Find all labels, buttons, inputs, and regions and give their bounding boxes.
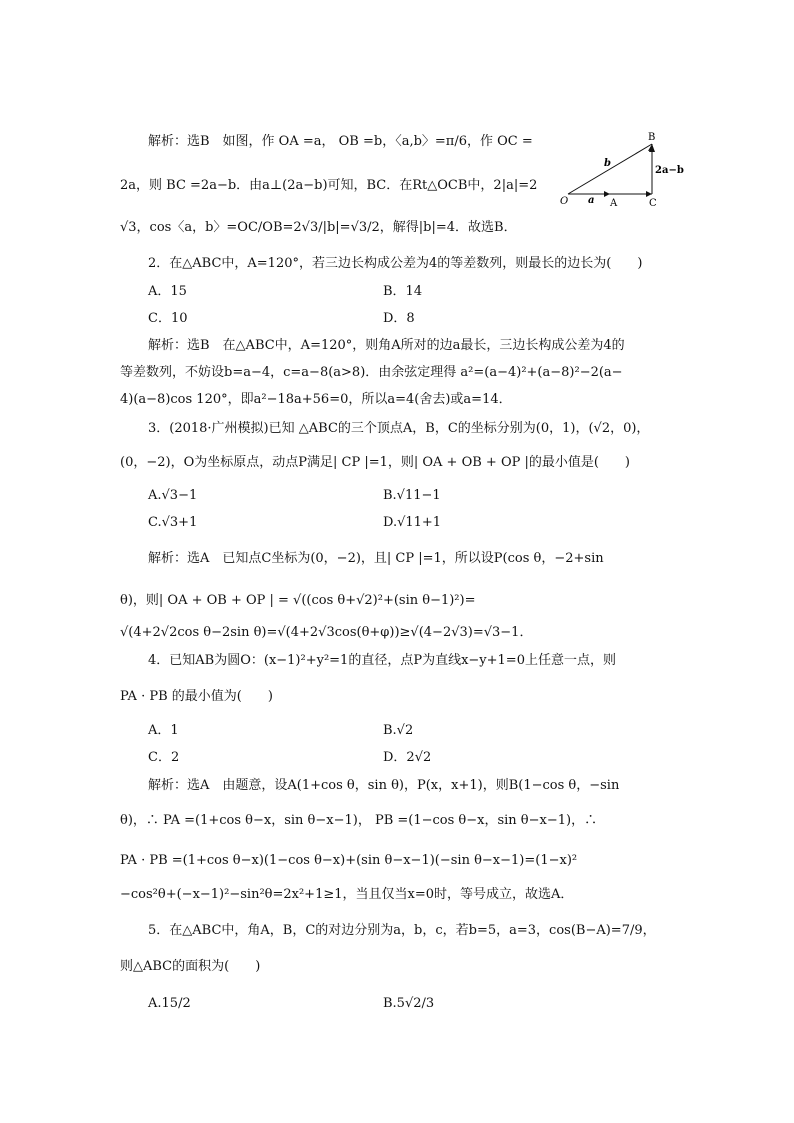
q3-option-b: B.√11−1 <box>383 488 441 503</box>
q1-solution-line-3: √3，cos〈a，b〉=OC/OB=2√3/|b|=√3/2，解得|b|=4．故选B． <box>120 220 517 235</box>
q2-option-d: D．8 <box>383 311 415 326</box>
q3-option-d: D.√11+1 <box>383 515 442 530</box>
label-b: b <box>604 158 611 169</box>
label-a: a <box>588 195 595 206</box>
q2-option-a: A．15 <box>148 284 187 299</box>
q4-solution-line-2: θ)，∴ PA =(1+cos θ−x，sin θ−x−1)， PB =(1−cos θ−x，sin θ−x−1)，∴ <box>120 813 598 828</box>
q4-option-a: A．1 <box>148 723 179 738</box>
q5-question-line-2: 则△ABC的面积为( ) <box>120 959 261 974</box>
q4-option-d: D．2√2 <box>383 750 432 765</box>
q1-solution-line-1: 解析：选B 如图，作 OA =a， OB =b，〈a,b〉=π/6，作 OC = <box>148 134 533 149</box>
q3-solution-line-2: θ)，则| OA + OB + OP | = √((cos θ+√2)²+(sin θ−1)²)= <box>120 593 476 608</box>
q1-solution-line-2: 2a，则 BC =2a−b．由a⊥(2a−b)可知，BC．在Rt△OCB中，2|a|=2 <box>120 178 538 193</box>
label-2a-b: 2a−b <box>655 165 684 176</box>
triangle-diagram <box>560 130 685 210</box>
q5-option-a: A.15/2 <box>148 996 191 1011</box>
label-O: O <box>560 196 569 207</box>
q2-option-c: C．10 <box>148 311 188 326</box>
q3-question-line-2: (0，−2)，O为坐标原点，动点P满足| CP |=1，则| OA + OB + OP |的最小值是( ) <box>120 455 631 470</box>
q3-option-c: C.√3+1 <box>148 515 198 530</box>
q4-option-b: B.√2 <box>383 723 414 738</box>
q4-question-line-1: 4．已知AB为圆O：(x−1)²+y²=1的直径，点P为直线x−y+1=0上任意一点，则 <box>148 653 616 668</box>
q2-question: 2．在△ABC中，A=120°，若三边长构成公差为4的等差数列，则最长的边长为( ) <box>148 256 643 271</box>
label-C: C <box>649 198 657 209</box>
q4-option-c: C．2 <box>148 750 180 765</box>
arrow-c <box>646 191 652 197</box>
q2-solution-line-2: 等差数列，不妨设b=a−4，c=a−8(a>8)．由余弦定理得 a²=(a−4)²+(a−8)²−2(a− <box>120 365 623 380</box>
label-A: A <box>610 198 618 209</box>
q3-solution-line-1: 解析：选A 已知点C坐标为(0，−2)，且| CP |=1，所以设P(cos θ，−2+sin <box>148 551 604 566</box>
arrow-a <box>604 191 610 197</box>
q3-solution-line-3: √(4+2√2cos θ−2sin θ)=√(4+2√3cos(θ+φ))≥√(4−2√3)=√3−1． <box>120 625 533 640</box>
q2-option-b: B．14 <box>383 284 423 299</box>
q4-solution-line-1: 解析：选A 由题意，设A(1+cos θ，sin θ)，P(x，x+1)，则B(1−cos θ，−sin <box>148 778 620 793</box>
q2-solution-line-1: 解析：选B 在△ABC中，A=120°，则角A所对的边a最长，三边长构成公差为4的 <box>148 338 625 353</box>
q4-question-line-2: PA · PB 的最小值为( ) <box>120 689 273 704</box>
q5-question-line-1: 5．在△ABC中，角A，B，C的对边分别为a，b，c，若b=5，a=3，cos(B−A)=7/9， <box>148 923 656 938</box>
q4-solution-line-3: PA · PB =(1+cos θ−x)(1−cos θ−x)+(sin θ−x−1)(−sin θ−x−1)=(1−x)² <box>120 853 578 868</box>
segment-ob <box>568 144 652 194</box>
q3-question-line-1: 3．(2018·广州模拟)已知 △ABC的三个顶点A，B，C的坐标分别为(0，1)，(√2，0)， <box>148 421 650 436</box>
q2-solution-line-3: 4)(a−8)cos 120°，即a²−18a+56=0，所以a=4(舍去)或a=14． <box>120 392 512 407</box>
label-B: B <box>648 132 656 143</box>
q3-option-a: A.√3−1 <box>148 488 198 503</box>
q5-option-b: B.5√2/3 <box>383 996 435 1011</box>
q4-solution-line-4: −cos²θ+(−x−1)²−sin²θ=2x²+1≥1，当且仅当x=0时，等号成立，故选A． <box>120 887 574 902</box>
